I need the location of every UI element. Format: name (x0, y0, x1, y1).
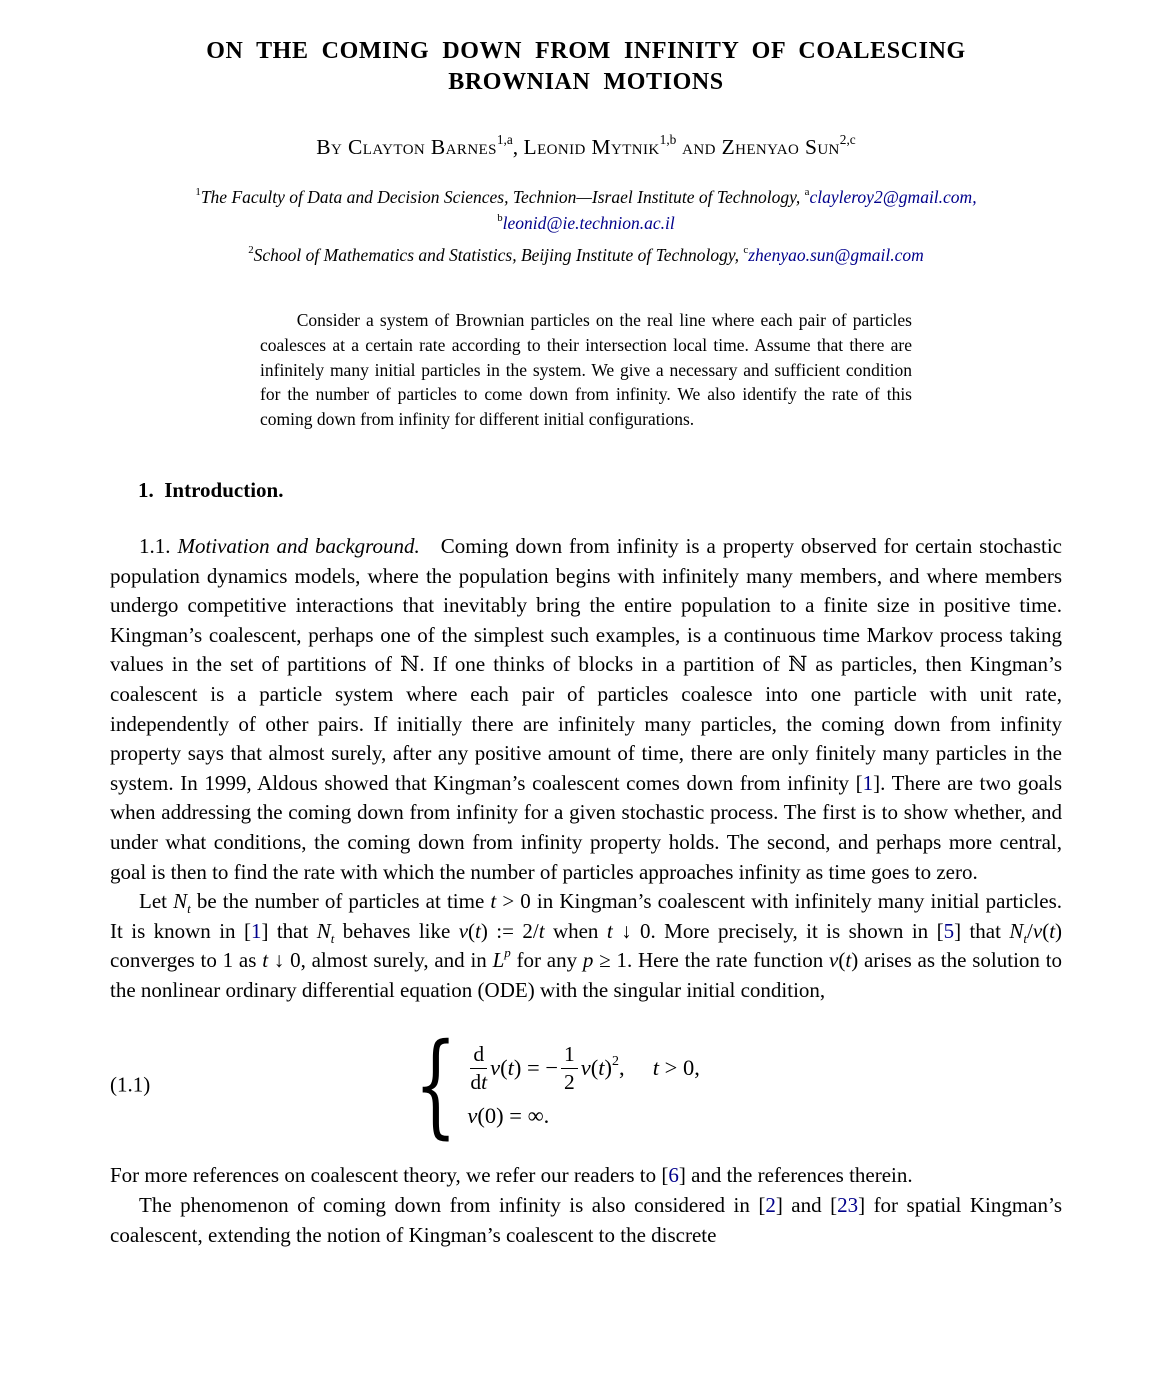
paragraph-spatial: The phenomenon of coming down from infinity is also considered in [2] and [23] for spatial Kingman’s coalescent, extending the notion of Kingman’s coalescent to the discrete (110, 1193, 1062, 1247)
citation-link[interactable]: 1 (250, 918, 262, 943)
equation-line-1: $\frac{d}{dt}$ v ( t ) = − $\frac{1}{2}$ v ( t ) $^2$ , t > 0, (470, 1042, 700, 1094)
email-link[interactable]: leonid@ie.technion.ac.il (502, 213, 675, 233)
paragraph-motivation: 1.1. Motivation and background. Coming down from infinity is a property observed for certain stochastic population dynamics models, where the population begins with infinitely many members, and where members undergo competitive interactions that inevitably bring the entire population to a finite size in positive time. Kingman’s coalescent, perhaps one of the simplest such examples, is a continuous time Markov process taking values in the set of partitions of ℕ. If one thinks of blocks in a partition of ℕ as particles, then Kingman’s coalescent is a particle system where each pair of particles coalesce into one particle with unit rate, independently of other pairs. If initially there are infinitely many particles, the coming down from infinity property says that almost surely, after any positive amount of time, there are only finitely many particles in the system. In 1999, Aldous showed that Kingman’s coalescent comes down from infinity [1]. There are two goals when addressing the coming down from infinity for a given stochastic process. The first is to show whether, and under what conditions, the coming down from infinity property holds. The second, and perhaps more central, goal is then to find the rate with which the number of particles approaches infinity as time goes to zero. (110, 533, 1062, 884)
citation-link[interactable]: 23 (837, 1193, 859, 1218)
title-line-1: ON THE COMING DOWN FROM INFINITY OF COALESCING (206, 38, 966, 64)
equation-1-1 (110, 1021, 1062, 1149)
fraction: $\frac{d}{dt}$ (470, 1042, 488, 1094)
abstract-text: Consider a system of Brownian particles on the real line where each pair of particles coalesces at a certain rate according to their intersection local time. Assume that there are infinitely many initial particles in the system. We give a necessary and sufficient condition for the number of particles to come down from infinity. We also identify the rate of this coming down from infinity for different initial configurations. (260, 310, 912, 430)
email-link[interactable]: zhenyao.sun@gmail.com (748, 245, 924, 265)
paragraph-references: For more references on coalescent theory, we refer our readers to [6] and the references therein. (110, 1163, 913, 1188)
affiliation-3: $^2$School of Mathematics and Statistics, Beijing Institute of Technology, $^c$zhenyao.sun@gmail.com (248, 243, 924, 265)
paper-title (110, 36, 1062, 98)
equation-line-2: v (0) = ∞. (467, 1102, 550, 1128)
cases-brace: { (414, 1020, 458, 1151)
title-line-2: BROWNIAN MOTIONS (448, 69, 724, 95)
section-heading-introduction: 1. Introduction. (138, 477, 284, 502)
citation-link[interactable]: 2 (765, 1193, 776, 1218)
citation-link[interactable]: 6 (668, 1163, 679, 1188)
citation-link[interactable]: 1 (862, 770, 874, 795)
affiliation-1: $^1$The Faculty of Data and Decision Sciences, Technion—Israel Institute of Technology, $^a$clayleroy2@gmail.com, (195, 185, 977, 207)
equation-cases (400, 1020, 700, 1151)
paragraph-rate-function: Let $N_t$ be the number of particles at time t > 0 in Kingman’s coalescent with infinitely many initial particles. It is known in [1] that $N_t$ behaves like v(t) := 2/t when t ↓ 0. More precisely, it is shown in [5] that $N_t/v(t)$ converges to 1 as t ↓ 0, almost surely, and in $L^p$ for any p ≥ 1. Here the rate function v(t) arises as the solution to the nonlinear ordinary differential equation (ODE) with the singular initial condition, (110, 889, 1063, 1002)
affiliation-2: $^b$leonid@ie.technion.ac.il (497, 211, 675, 233)
equation-rows (467, 1042, 699, 1128)
authors-line: By Clayton Barnes$^{1,a}$, Leonid Mytnik$^{1,b}$ and Zhenyao Sun$^{2,c}$ (316, 131, 856, 159)
equation-number: (1.1) (110, 1072, 151, 1097)
fraction: $\frac{1}{2}$ (561, 1042, 578, 1094)
email-link[interactable]: clayleroy2@gmail.com, (809, 187, 977, 207)
citation-link[interactable]: 5 (943, 918, 955, 943)
